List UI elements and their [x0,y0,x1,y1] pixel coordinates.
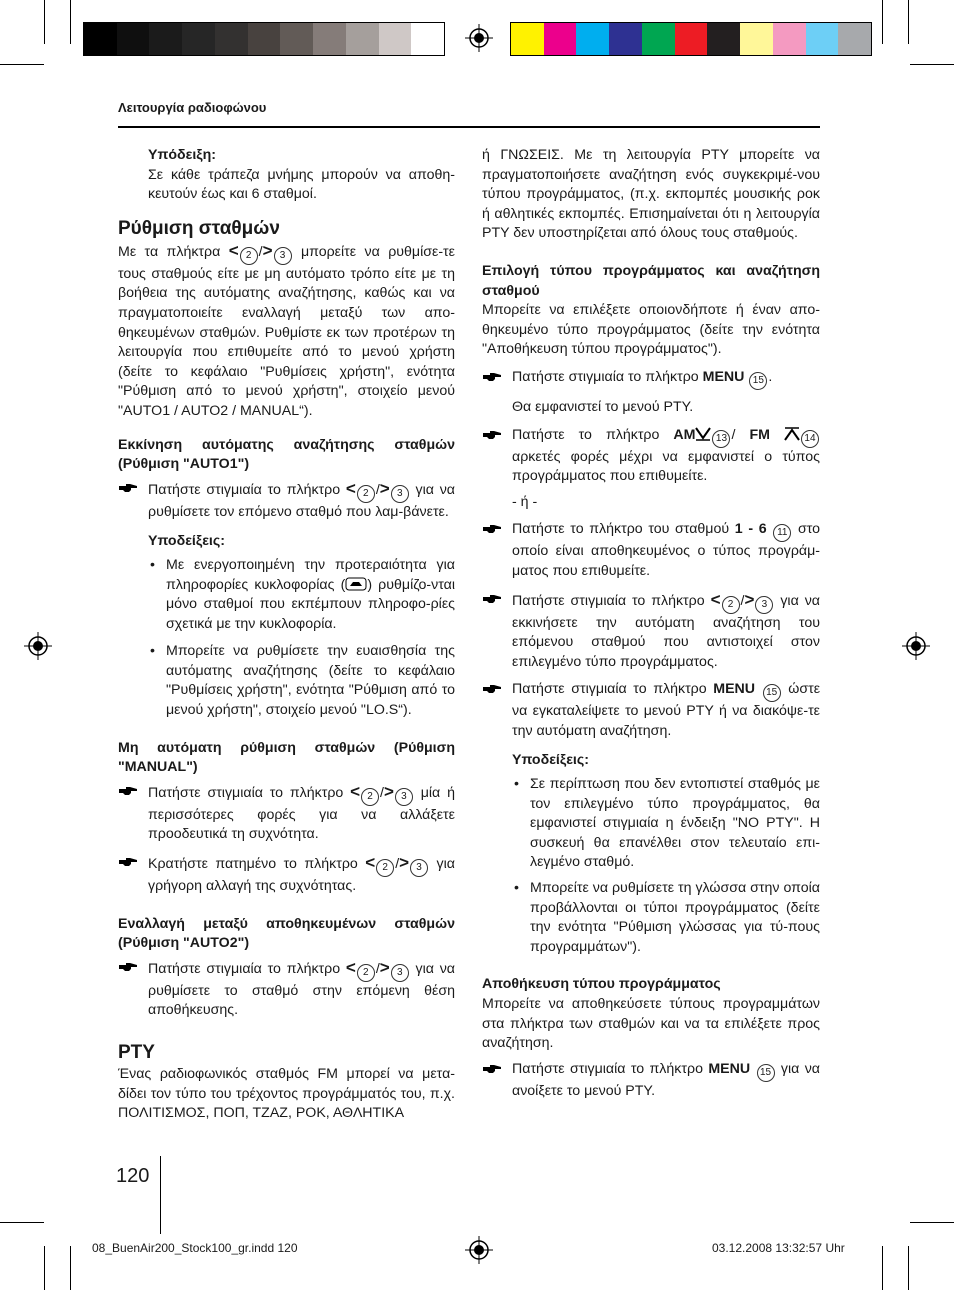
key-number-icon: 2 [361,788,379,806]
traffic-info-icon [345,577,367,591]
key-number-icon: 3 [391,485,409,503]
step-am-fm: Πατήστε το πλήκτρο AM 13 / FM 14 αρκετές φορές μέχρι να εμφανιστεί ο τύπος προγράμματος που επιθυμείτε. [482,426,820,487]
pointing-hand-icon [482,428,502,442]
key-number-icon: 13 [712,430,730,448]
crop-mark [70,0,71,44]
registration-mark-icon [465,1236,493,1264]
select-paragraph: Μπορείτε να επιλέξετε οποιονδήποτε ή έναν απο-θηκευμένο τύπο προγράμματος (δείτε την ενότητα "Αποθήκευση τύπου προγράμματος"). [482,302,820,358]
registration-mark-icon [24,632,52,660]
color-swatch [511,23,544,55]
tip-title: Υπόδειξη: [148,147,216,163]
note-item: • Με ενεργοποιημένη την προτεραιότητα για πληροφορίες κυκλοφορίας ( ) ρυθμίζο-νται μόνο σταθμοί που εκπέμπουν πληροφο-ρίες σχετικά με την κυκλοφορία. [150,556,456,632]
step-manual-1: Πατήστε στιγμιαία το πλήκτρο < 2 /> 3 μία ή περισσότερες φορές για να αλλάξετε προοδευτικά τη συχνότητα. [118,782,455,845]
step-auto1: Πατήστε στιγμιαία το πλήκτρο < 2 /> 3 για να ρυθμίσετε τον επόμενο σταθμό που λαμ-βάνετε. [118,479,455,523]
key-number-icon: 15 [749,372,767,390]
color-swatch [642,23,675,55]
pty-continuation: ή ΓΝΩΣΕΙΣ. Με τη λειτουργία PTY μπορείτε να πραγματοποιήσετε αναζήτηση ενός συγκεκριμέ-νου τύπου προγράμματος, (π.χ. εκπομπές μουσικής ροκ ή αθλητικές εκπομπές. Επισημαίνεται ότι η λειτουργία PTY δεν υποστηρίζεται από όλους τους σταθμούς. [482,147,820,242]
color-swatch [740,23,773,55]
color-swatch [149,23,182,55]
heading-manual: Μη αυτόματη ρύθμιση σταθμών (Ρύθμιση "MANUAL") [118,739,455,776]
color-swatch [675,23,708,55]
pointing-hand-icon [482,592,502,606]
key-number-icon: 14 [801,430,819,448]
key-number-icon: 3 [755,596,773,614]
heading-auto1: Εκκίνηση αυτόματης αναζήτησης σταθμών (Ρύθμιση "AUTO1") [118,436,455,473]
crop-mark [44,1246,45,1290]
color-swatch [346,23,379,55]
heading-tuning: Ρύθμιση σταθμών [118,217,280,239]
left-arrow-icon: < [365,853,376,873]
section-header: Λειτουργία ραδιοφώνου [118,100,267,115]
down-arrow-icon [695,427,711,441]
color-swatch [838,23,871,55]
crop-mark [0,64,44,65]
tip-text: Σε κάθε τράπεζα μνήμης μπορούν να αποθη-κευτούν έως και 6 σταθμοί. [148,166,455,203]
crop-mark [70,1246,71,1290]
color-swatch [773,23,806,55]
crop-mark [908,0,909,44]
page-number: 120 [116,1165,150,1187]
left-arrow-icon: < [345,478,356,498]
page-number-rule [160,1156,161,1234]
notes-title: Υποδείξεις: [148,533,225,550]
crop-mark [910,1222,954,1223]
crop-mark [910,64,954,65]
color-swatch [215,23,248,55]
footer-filename: 08_BuenAir200_Stock100_gr.indd 120 [92,1241,298,1255]
key-number-icon: 11 [773,524,791,542]
step-preset-keys: Πατήστε το πλήκτρο του σταθμού 1 - 6 11 στο οποίο είναι αποθηκευμένος ο τύπος προγράμ-ματος που επιθυμείτε. [482,520,820,581]
left-column [118,146,455,1124]
key-number-icon: 3 [410,859,428,877]
key-number-icon: 2 [357,485,375,503]
registration-mark-icon [465,24,493,52]
right-arrow-icon: > [744,589,755,609]
left-arrow-icon: < [350,781,361,801]
pointing-hand-icon [118,855,138,869]
registration-mark-icon [902,632,930,660]
crop-mark [882,0,883,44]
menu-result: Θα εμφανιστεί το μενού PTY. [512,398,694,415]
pointing-hand-icon [118,784,138,798]
pty-paragraph: Ένας ραδιοφωνικός σταθμός FM μπορεί να μετα-δίδει τον τύπο του τρέχοντος προγράμματός του, π.χ. ΠΟΛΙΤΙΣΜΟΣ, ΠΟΠ, ΤΖΑΖ, ΡΟΚ, ΑΘΛΗΤΙΚΑ [118,1066,455,1122]
key-number-icon: 2 [722,596,740,614]
step-menu: Πατήστε στιγμιαία το πλήκτρο MENU 15 . [482,368,820,390]
color-swatch [248,23,281,55]
color-swatch [313,23,346,55]
step-exit-menu: Πατήστε στιγμιαία το πλήκτρο MENU 15 ώστε να εγκαταλείψετε το μενού PTY ή να διακόψε-τε την αυτόματη αναζήτηση. [482,680,820,741]
left-arrow-icon: < [345,957,356,977]
heading-pty: PTY [118,1042,155,1063]
crop-mark [44,0,45,44]
pointing-hand-icon [482,682,502,696]
pointing-hand-icon [482,522,502,536]
step-manual-2: Κρατήστε πατημένο το πλήκτρο < 2 /> 3 για γρήγορη αλλαγή της συχνότητας. [118,853,455,897]
key-number-icon: 2 [240,247,258,265]
left-arrow-icon: < [228,240,239,260]
pointing-hand-icon [482,1062,502,1076]
color-swatch [379,23,412,55]
pointing-hand-icon [482,370,502,384]
up-arrow-icon [784,427,800,441]
right-arrow-icon: > [379,478,390,498]
color-swatch [117,23,150,55]
key-number-icon: 3 [274,247,292,265]
key-number-icon: 2 [376,859,394,877]
color-swatch [84,23,117,55]
right-arrow-icon: > [262,240,273,260]
color-swatch [576,23,609,55]
note-item: • Μπορείτε να ρυθμίσετε την ευαισθησία της αυτόματης αναζήτησης (δείτε το κεφάλαιο "Ρυθμίσεις χρήστη", ενότητα "Ρύθμιση από το μενού χρήστη", στοιχείο μενού "LO.S“). [150,643,455,719]
pointing-hand-icon [118,960,138,974]
footer-timestamp: 03.12.2008 13:32:57 Uhr [712,1241,845,1255]
key-number-icon: 15 [757,1064,775,1082]
color-swatch [182,23,215,55]
color-swatch [806,23,839,55]
note-item: • Σε περίπτωση που δεν εντοπιστεί σταθμός με τον επιλεγμένο τύπο προγράμματος, θα εμφανιστεί στιγμιαία η ένδειξη "NO PTY". Η συσκευή θα επανέλθει στον τελευταίο επι-λεγμένο σταθμό. [514,776,820,871]
crop-mark [0,1222,44,1223]
crop-mark [908,1246,909,1290]
crop-mark [882,1246,883,1290]
color-swatch [707,23,740,55]
step-seek: Πατήστε στιγμιαία το πλήκτρο < 2 /> 3 για να εκκινήσετε την αυτόματη αναζήτηση του επόμενου σταθμού που αντιστοιχεί στον επιλεγμένο τύπο προγράμματος. [482,590,820,673]
step-auto2: Πατήστε στιγμιαία το πλήκτρο < 2 /> 3 για να ρυθμίσετε το σταθμό στην επόμενη θέση αποθήκευσης. [118,958,455,1021]
grayscale-color-bar [83,22,445,56]
color-swatch [544,23,577,55]
pointing-hand-icon [118,481,138,495]
left-arrow-icon: < [710,589,721,609]
right-arrow-icon: > [399,853,410,873]
heading-auto2: Εναλλαγή μεταξύ αποθηκευμένων σταθμών (Ρύθμιση "AUTO2") [118,915,455,952]
key-number-icon: 15 [763,684,781,702]
process-color-bar [510,22,872,56]
note-item: • Μπορείτε να ρυθμίσετε τη γλώσσα στην οποία προβάλλονται οι τύποι προγράμματος (δείτε την ενότητα "Ρύθμιση γλώσσας για τύ-πους προγραμμάτων"). [514,880,820,955]
right-column [482,146,820,1101]
notes-title: Υποδείξεις: [512,752,589,769]
or-separator: - ή - [512,493,538,510]
color-swatch [609,23,642,55]
header-rule [118,126,820,128]
key-number-icon: 2 [357,964,375,982]
step-open-menu: Πατήστε στιγμιαία το πλήκτρο MENU 15 για να ανοίξετε το μενού PTY. [482,1060,820,1102]
heading-select-pty: Επιλογή τύπου προγράμματος και αναζήτηση σταθμού [482,262,820,299]
color-swatch [280,23,313,55]
tuning-paragraph: Με τα πλήκτρα < 2 /> 3 μπορείτε να ρυθμίσε-τε τους σταθμούς είτε με μη αυτόματο τρόπο είτε με τη βοήθεια της αυτόματης αναζήτησης, καθώς και να πραγματοποιείτε εναλλαγή μεταξύ των απο-θηκευμένων σταθμών. Ρυθμίστε εκ των προτέρων τη λειτουργία που επιθυμείτε από το μενού χρήστη (δείτε το κεφάλαιο "Ρυθμίσεις χρήστη", ενότητα "Ρύθμιση από το μενού χρήστη", στοιχείο μενού "AUTO1 / AUTO2 / MANUAL“). [118,240,455,419]
right-arrow-icon: > [379,957,390,977]
right-arrow-icon: > [383,781,394,801]
key-number-icon: 3 [395,788,413,806]
key-number-icon: 3 [391,964,409,982]
heading-store-pty: Αποθήκευση τύπου προγράμματος [482,976,721,993]
color-swatch [411,23,444,55]
store-paragraph: Μπορείτε να αποθηκεύσετε τύπους προγραμμάτων στα πλήκτρα των σταθμών και να τα επιλέξετε προς αναζήτηση. [482,996,820,1052]
